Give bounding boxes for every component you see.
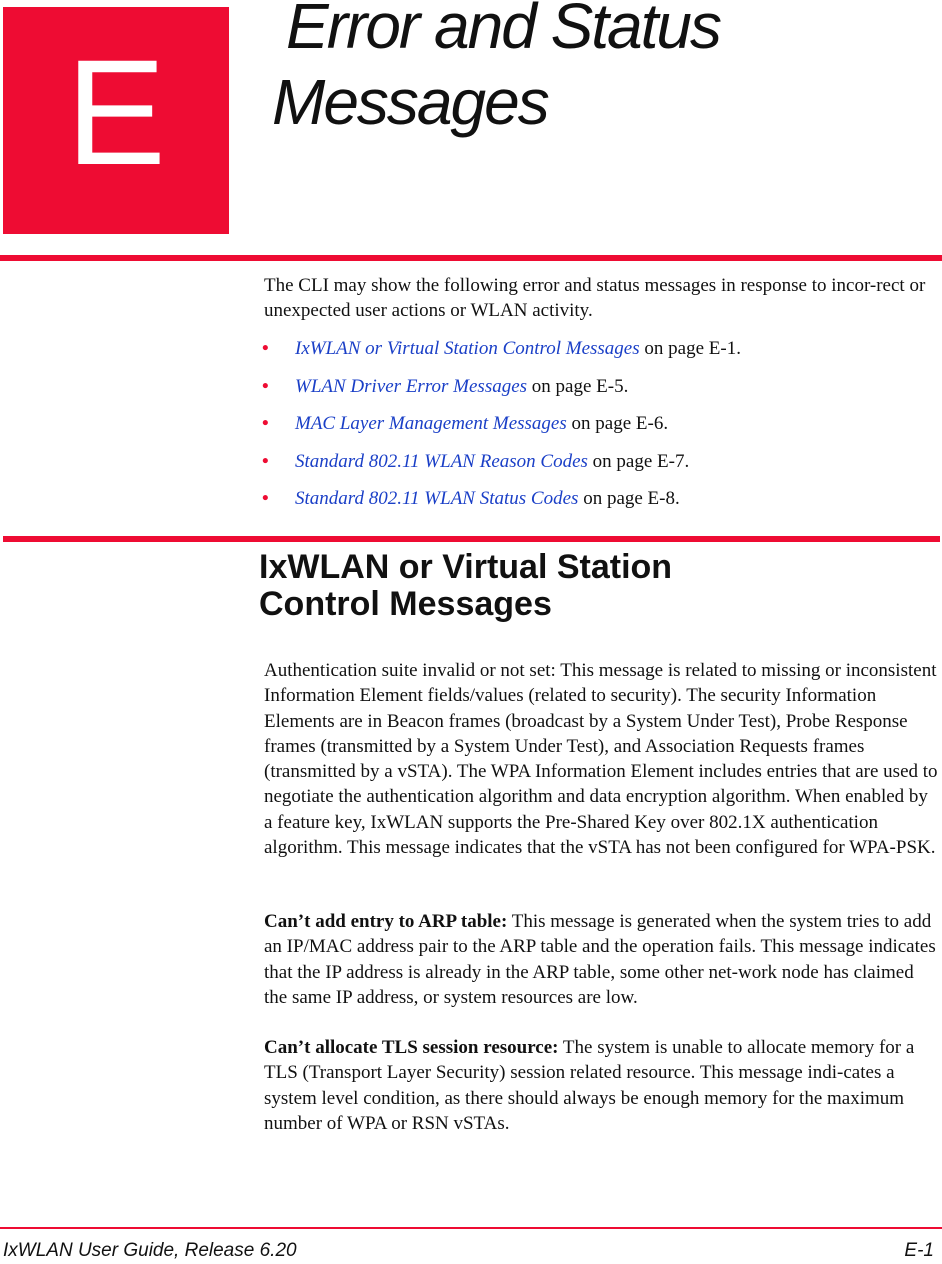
list-item xyxy=(262,449,741,487)
intro-paragraph: The CLI may show the following error and status messages in response to incor-rect or unexpected user actions or WLAN activity. xyxy=(264,275,926,321)
bullet-icon: • xyxy=(262,375,269,397)
message-description xyxy=(264,658,940,860)
list-item xyxy=(262,486,741,524)
bullet-icon: • xyxy=(262,338,269,359)
list-item xyxy=(262,336,741,374)
bullet-icon: • xyxy=(262,488,269,509)
message-text: Authentication suite invalid or not set: This message is related to missing or inconsistent Information Element fields/values (related to security). The security Information Elements are in Beacon frames (broadcast by a System Under Test), Probe Response frames (transmitted by a System Under Test), and Association Requests frames (transmitted by a vSTA). The WPA Information Element includes entries that are used to negotiate the authentication algorithm and data encryption algorithm. When enabled by a feature key, IxWLAN supports the Pre-Shared Key over 802.1X authentication algorithm. This message indicates that the vSTA has not been configured for WPA-PSK. xyxy=(264,660,938,859)
list-item xyxy=(262,374,741,412)
message-description xyxy=(264,909,940,1010)
message-term: Can’t allocate TLS session resource: xyxy=(264,1037,559,1058)
chapter-badge xyxy=(3,7,229,234)
section-link-list xyxy=(262,336,741,524)
xref-link-reason-codes[interactable]: Standard 802.11 WLAN Reason Codes xyxy=(295,450,588,472)
message-text: This message is generated when the system tries to add an IP/MAC address pair to the ARP table and the operation fails. This message indicates that the IP address is already in the ARP table, some other net-work node has claimed the same IP address, or system resources are low. xyxy=(264,911,936,1008)
list-item xyxy=(262,411,741,449)
section-heading-line1: IxWLAN or Virtual Station xyxy=(259,548,673,586)
chapter-title xyxy=(272,0,720,140)
chapter-divider xyxy=(0,255,942,261)
message-term: Can’t add entry to ARP table: xyxy=(264,911,508,932)
section-heading xyxy=(259,549,672,623)
page-ref: on page E-5. xyxy=(527,375,629,397)
section-divider xyxy=(3,536,940,542)
xref-link-mac-layer[interactable]: MAC Layer Management Messages xyxy=(295,413,567,434)
page-ref: on page E-8. xyxy=(578,488,680,509)
footer-divider xyxy=(0,1227,942,1229)
message-text: The system is unable to allocate memory for a TLS (Transport Layer Security) session related resource. This message indi-cates a system level condition, as there should always be enough memory for the maximum number of WPA or RSN vSTAs. xyxy=(264,1037,915,1134)
page-ref: on page E-1. xyxy=(639,338,741,359)
chapter-letter: E xyxy=(65,28,167,196)
xref-link-status-codes[interactable]: Standard 802.11 WLAN Status Codes xyxy=(295,488,579,509)
xref-link-control-messages[interactable]: IxWLAN or Virtual Station Control Messages xyxy=(295,338,640,359)
chapter-title-line1: Error and Status xyxy=(286,0,720,62)
footer-page-number: E-1 xyxy=(904,1240,934,1261)
message-description xyxy=(264,1035,940,1136)
xref-link-driver-errors[interactable]: WLAN Driver Error Messages xyxy=(295,375,528,397)
bullet-icon: • xyxy=(262,413,269,434)
bullet-icon: • xyxy=(262,450,269,472)
chapter-title-line2: Messages xyxy=(272,66,548,138)
section-heading-line2: Control Messages xyxy=(259,585,552,623)
footer-doc-title: IxWLAN User Guide, Release 6.20 xyxy=(3,1240,297,1261)
page-ref: on page E-6. xyxy=(566,413,669,434)
page-ref: on page E-7. xyxy=(587,450,690,472)
